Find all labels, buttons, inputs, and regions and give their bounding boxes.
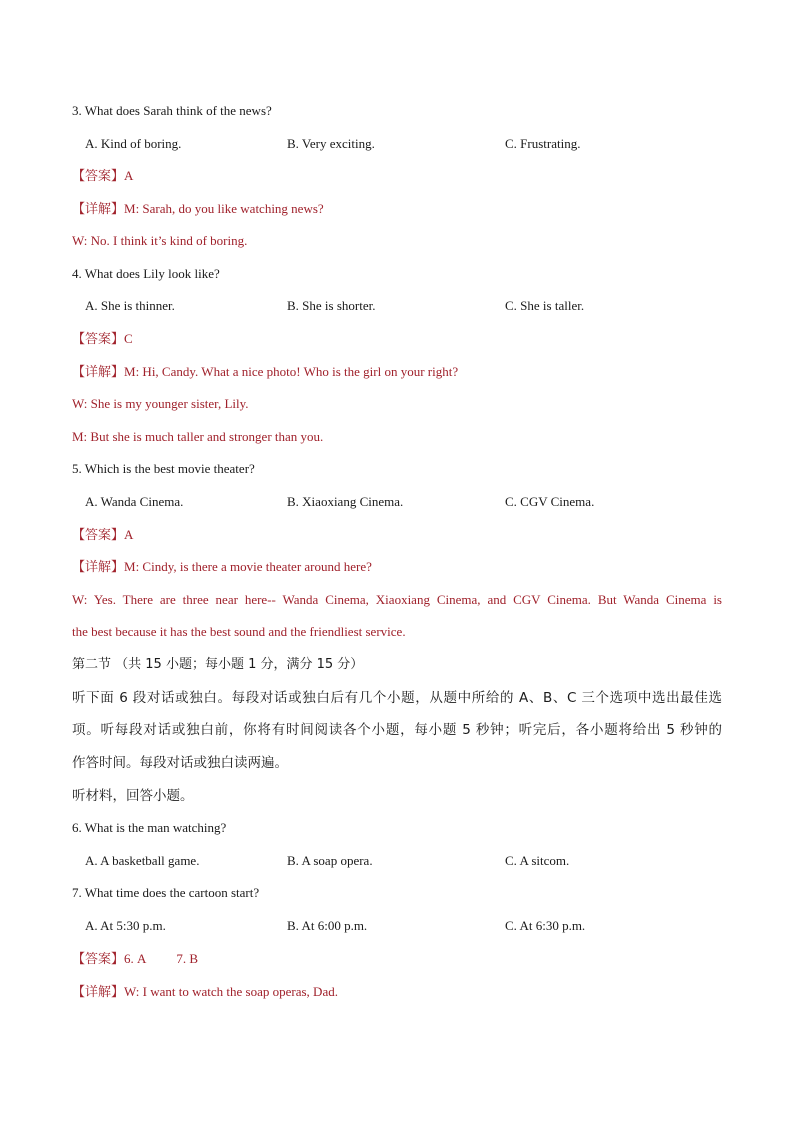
detail-line: W: I want to watch the soap operas, Dad.: [124, 984, 338, 999]
q5-option-b: B. Xiaoxiang Cinema.: [287, 494, 404, 509]
answer-tag: 【答案】: [72, 528, 125, 543]
q6-option-b: B. A soap opera.: [287, 853, 373, 868]
q3-option-b: B. Very exciting.: [287, 136, 375, 151]
question-4: 4. What does Lily look like?: [72, 266, 220, 281]
answer-value: C: [124, 331, 133, 346]
q5-detail-line-3: the best because it has the best sound and the friendliest service.: [72, 624, 406, 639]
answer-value: A: [124, 168, 134, 183]
q7-option-c: C. At 6:30 p.m.: [505, 918, 586, 933]
q4-option-c: C. She is taller.: [505, 298, 585, 313]
q5-detail: [72, 559, 372, 576]
q4-option-a: A. She is thinner.: [85, 298, 175, 313]
q7-option-a: A. At 5:30 p.m.: [85, 918, 166, 933]
q6-7-answer: [72, 951, 198, 968]
detail-line: M: Cindy, is there a movie theater around here?: [124, 559, 372, 574]
q3-option-a: A. Kind of boring.: [85, 136, 182, 151]
q6-option-a: A. A basketball game.: [85, 853, 200, 868]
section-2-instructions-3: 作答时间。每段对话或独白读两遍。: [72, 755, 288, 771]
section-2-instructions-2: 项。听每段对话或独白前，你将有时间阅读各个小题，每小题 5 秒钟；听完后，各小题将给出 5 秒钟的: [72, 722, 722, 738]
answer-tag: 【答案】: [72, 332, 125, 347]
section-2-heading: 第二节 （共 15 小题；每小题 1 分，满分 15 分）: [72, 657, 364, 672]
q4-detail-line-2: W: She is my younger sister, Lily.: [72, 396, 249, 411]
q5-answer: [72, 527, 133, 544]
q4-answer: [72, 331, 133, 348]
section-2-instructions-1: 听下面 6 段对话或独白。每段对话或独白后有几个小题，从题中所给的 A、B、C 三个选项中选出最佳选: [72, 690, 722, 706]
listen-prompt: 听材料，回答小题。: [72, 788, 194, 804]
q5-option-a: A. Wanda Cinema.: [85, 494, 184, 509]
q4-option-b: B. She is shorter.: [287, 298, 376, 313]
question-5: 5. Which is the best movie theater?: [72, 461, 255, 476]
q5-option-c: C. CGV Cinema.: [505, 494, 595, 509]
question-3: 3. What does Sarah think of the news?: [72, 103, 272, 118]
detail-tag: 【详解】: [72, 560, 125, 575]
answer-value: A: [124, 527, 134, 542]
q3-answer: [72, 168, 133, 185]
detail-tag: 【详解】: [72, 202, 125, 217]
answer-tag: 【答案】: [72, 952, 125, 967]
q3-detail-line-2: W: No. I think it’s kind of boring.: [72, 233, 248, 248]
q5-detail-line-2: W: Yes. There are three near here-- Wanda Cinema, Xiaoxiang Cinema, and CGV Cinema. But Wanda Cinema is: [72, 592, 722, 607]
q3-option-c: C. Frustrating.: [505, 136, 581, 151]
answer-6-value: 6. A: [124, 951, 147, 966]
q7-option-b: B. At 6:00 p.m.: [287, 918, 368, 933]
detail-line: M: Sarah, do you like watching news?: [124, 201, 324, 216]
detail-tag: 【详解】: [72, 365, 125, 380]
question-6: 6. What is the man watching?: [72, 820, 227, 835]
detail-tag: 【详解】: [72, 985, 125, 1000]
answer-tag: 【答案】: [72, 169, 125, 184]
q4-detail: [72, 364, 458, 381]
q6-7-detail: [72, 984, 338, 1001]
detail-line: M: Hi, Candy. What a nice photo! Who is the girl on your right?: [124, 364, 459, 379]
answer-7-value: 7. B: [176, 951, 199, 966]
q4-detail-line-3: M: But she is much taller and stronger than you.: [72, 429, 324, 444]
q6-option-c: C. A sitcom.: [505, 853, 570, 868]
question-7: 7. What time does the cartoon start?: [72, 885, 260, 900]
q3-detail: [72, 201, 324, 218]
